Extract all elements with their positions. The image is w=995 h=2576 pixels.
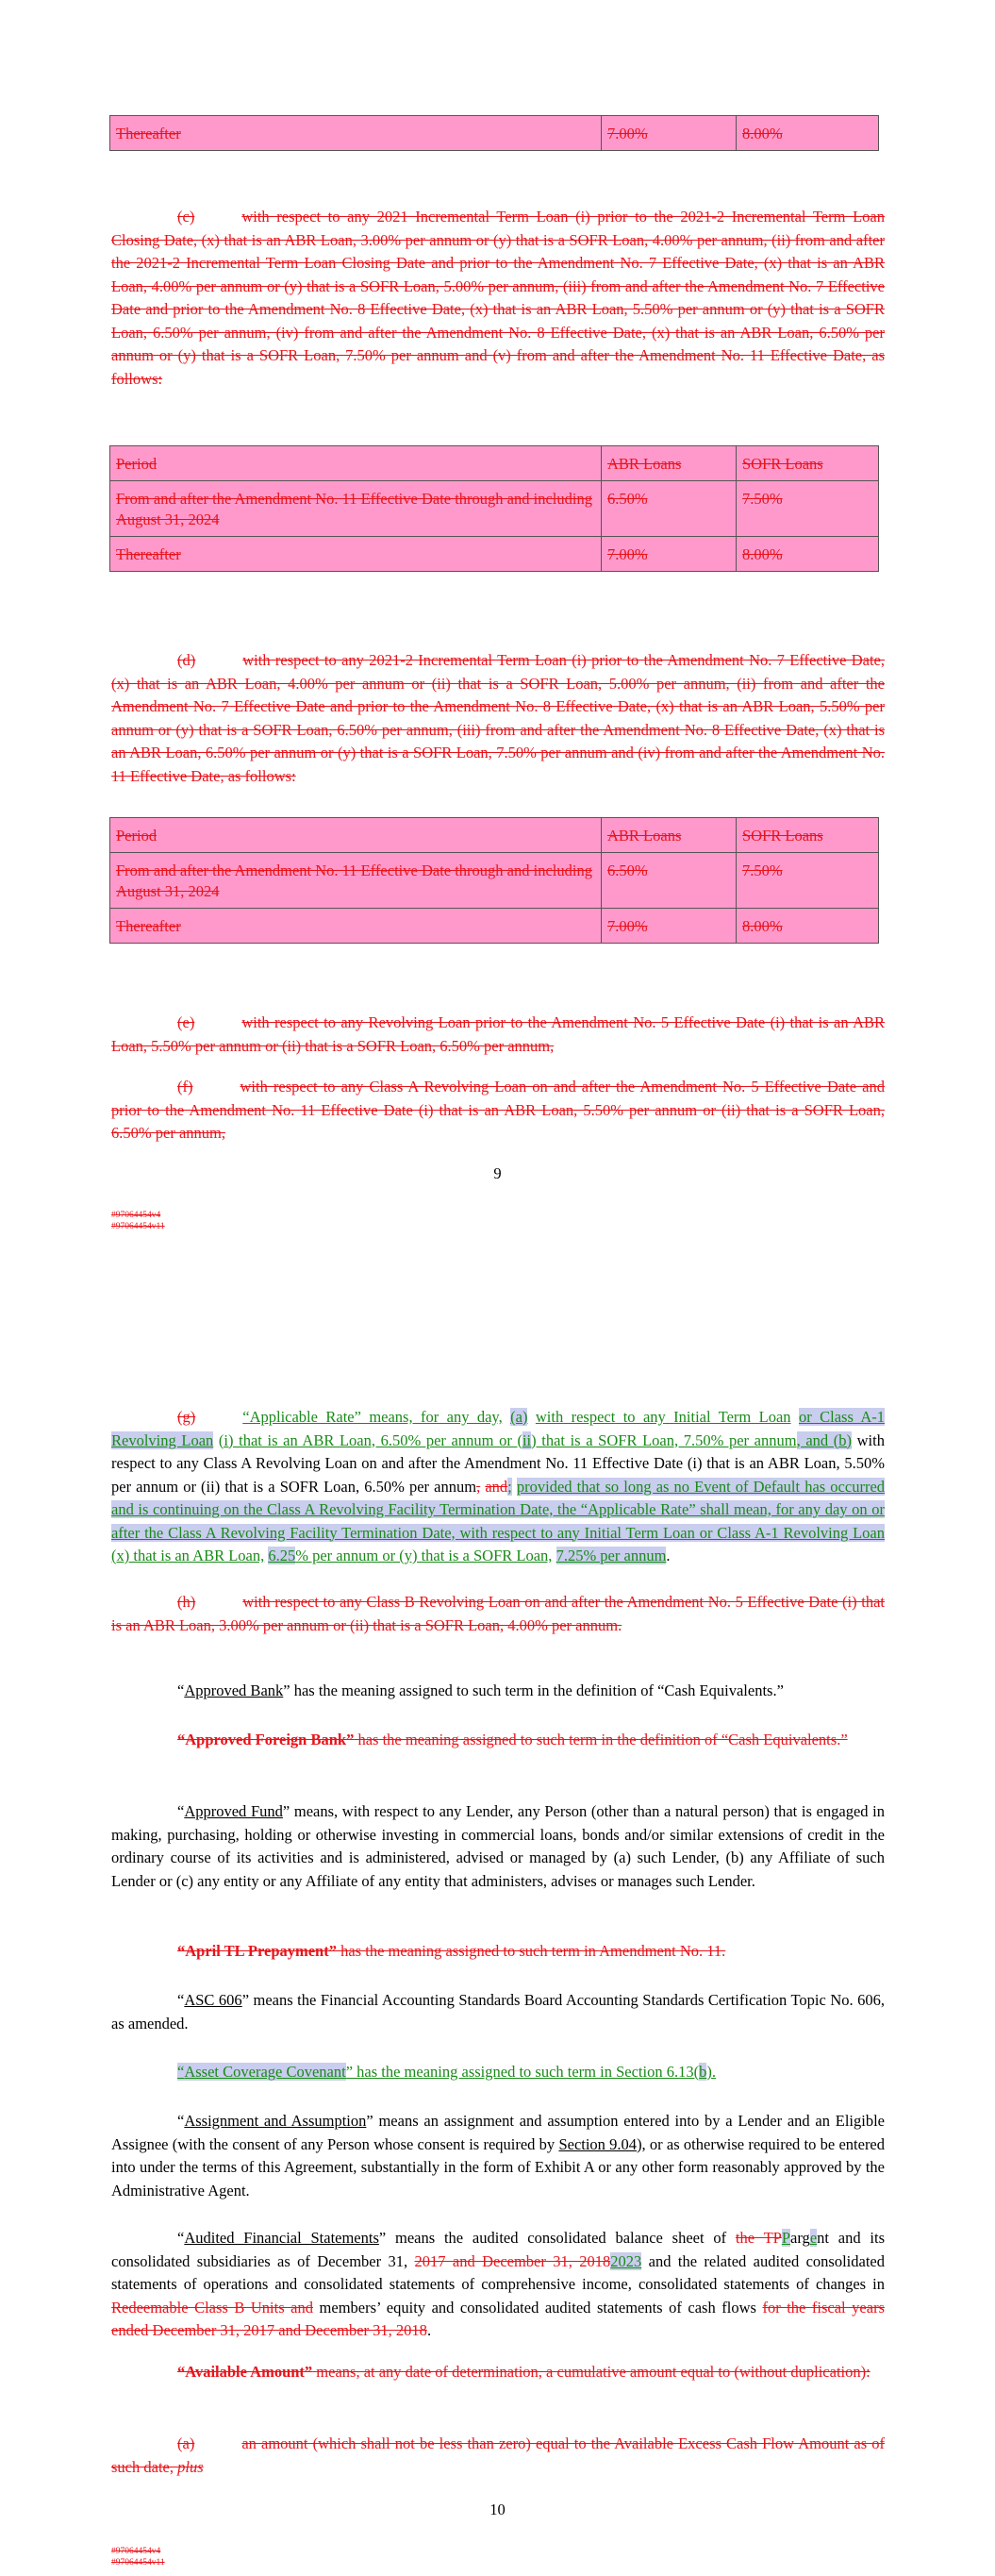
defined-term: “Approved Foreign Bank” (177, 1731, 355, 1748)
defined-term: “April TL Prepayment” (177, 1942, 337, 1960)
document-id: #97064454v11 (111, 2558, 165, 2568)
subsection: b (699, 2063, 707, 2081)
paragraph-text: an amount (which shall not be less than zero) equal to the Available Excess Cash Flow Amount as of such date, (111, 2434, 885, 2476)
deleted-text: 2017 and December 31, 2018 (414, 2251, 611, 2270)
table-cell-sofr: 7.50% (737, 481, 879, 537)
document-page-9 (0, 0, 995, 1246)
header-sofr: SOFR Loans (737, 818, 879, 853)
definition-end: ). (706, 2063, 716, 2081)
table-row (110, 481, 879, 537)
inserted-text: 2023 (610, 2251, 642, 2270)
paragraph-g (111, 1406, 885, 1568)
definition-approved-bank: “Approved Bank” has the meaning assigned to such term in the definition of “Cash Equivalents.” (177, 1681, 784, 1699)
g-text: , (476, 1477, 481, 1496)
paragraph-text: with respect to any Class A Revolving Loan on and after the Amendment No. 5 Effective Date and prior to the Amendment No. 11 Effective Date (i) that is an ABR Loan, 5.50% per annum or (ii) that is a SOFR Loan, 6.50% per annum, (111, 1078, 885, 1142)
g-text: ; (507, 1477, 512, 1496)
definition-text: and its consolidated subsidiaries as of December 31, (111, 2229, 886, 2270)
table-cell-sofr: 8.00% (737, 116, 879, 151)
definition-text: has the meaning assigned to such term in Amendment No. 11. (340, 1942, 726, 1960)
defined-term: Asset Coverage Covenant (184, 2063, 346, 2081)
g-text: 6.25 (268, 1547, 296, 1564)
inserted-text: e (809, 2229, 818, 2247)
header-abr: ABR Loans (602, 446, 737, 481)
paragraph-label: (g) (177, 1408, 196, 1426)
g-text: ) that is an ABR Loan, 6.50% per annum or ( (228, 1430, 522, 1449)
paragraph-e (111, 1012, 885, 1058)
definition-text: means, at any date of determination, a cumulative amount equal to (without duplication): (316, 2363, 871, 2381)
table-cell-abr: 7.00% (602, 909, 737, 944)
definition-available-amount (111, 2361, 885, 2384)
table-cell-sofr: 8.00% (737, 537, 879, 572)
table-row (110, 853, 879, 909)
table-cell-abr: 6.50% (602, 853, 737, 909)
defined-term: “Available Amount” (177, 2363, 313, 2381)
g-text: % per annum or (y) that is a SOFR Loan, (295, 1547, 553, 1564)
paragraph-label: (f) (177, 1078, 193, 1096)
g-text: ii (522, 1430, 532, 1449)
paragraph-text: with respect to any Revolving Loan prior to the Amendment No. 5 Effective Date (i) that is an ABR Loan, 5.50% per annum or (ii) that is a SOFR Loan, 6.50% per annum, (111, 1013, 885, 1055)
defined-term: Assignment and Assumption (184, 2112, 367, 2130)
paragraph-text: with respect to any Class B Revolving Loan on and after the Amendment No. 5 Effective Date (i) that is an ABR Loan, 3.00% per annum or (ii) that is a SOFR Loan, 4.00% per annum. (111, 1593, 885, 1634)
definition-text: nt (817, 2229, 829, 2247)
plus-word: plus (177, 2457, 204, 2476)
paragraph-h (111, 1591, 885, 1637)
table-header-row (110, 446, 879, 481)
definition-approved-fund: “Approved Fund” means, with respect to any Lender, any Person (other than a natural person) that is engaged in making, purchasing, holding or otherwise investing in commercial loans, bonds and/or similar extensions of credit in the ordinary course of its activities and is administered, advised or managed by (a) such Lender, (b) any Affiliate of such Lender or (c) any entity or any Affiliate of any entity that administers, advises or manages such Lender. (111, 1802, 885, 1890)
g-text: or Class A-1 Revolving Loan (111, 1408, 886, 1449)
proviso-text: provided that so long as no Event of Default has occurred and is continuing on the Class A Revolving Facility Termination Date, the “Applicable Rate” shall mean, for any day on or after the Class A Revolving Facility Termination Date, with respect to any Initial Term Loan or Class A-1 Revolving Loan (111, 1477, 886, 1542)
document-id: #97064454v4 (111, 1211, 161, 1220)
definition-april-tl-prepayment (111, 1940, 885, 1964)
table-cell-abr: 7.00% (602, 537, 737, 572)
definition-text: and the related audited consolidated statements of operations and consolidated statements of comprehensive income, consolidated statements of changes in (111, 2251, 886, 2293)
definition-asset-coverage-covenant (111, 2061, 885, 2084)
paragraph-a (111, 2433, 885, 2479)
section-reference: Section 9.04 (558, 2134, 638, 2153)
document-id: #97064454v4 (111, 2547, 161, 2556)
page-number: 9 (493, 1164, 502, 1182)
defined-term: Approved Bank (184, 1681, 284, 1699)
table-header-row (110, 818, 879, 853)
table-row (110, 116, 879, 151)
g-text: 7.25% per annum (556, 1547, 667, 1564)
paragraph-d (111, 649, 885, 788)
open-quote: “ (177, 2063, 185, 2081)
table-cell-period: Thereafter (110, 116, 602, 151)
applicable-rate-intro: “Applicable Rate” means, for any day, (242, 1408, 503, 1426)
definition-text: ” means an assignment and assumption entered into by a Lender and an Eligible Assignee (with the consent of any Person whose consent is required by (111, 2112, 885, 2153)
header-period: Period (110, 818, 602, 853)
table-cell-period: Thereafter (110, 909, 602, 944)
definition-text: . (426, 2321, 432, 2339)
table-cell-period: From and after the Amendment No. 11 Effective Date through and including August 31, 2024 (110, 481, 602, 537)
table-row (110, 537, 879, 572)
definition-audited-financial-statements: “Audited Financial Statements” means the audited consolidated balance sheet of the TPPargent and its consolidated subsidiaries as of December 31, 2017 and December 31, 20182023 and the related audited consolidated statements of operations and consolidated statements of comprehensive income, consolidated statements of changes in Redeemable Class B Units and members’ equity and consolidated audited statements of cash flows for the fiscal years ended December 31, 2017 and December 31, 2018. (111, 2229, 886, 2339)
document-id: #97064454v11 (111, 1222, 165, 1231)
definition-text: has the meaning assigned to such term in the definition of “Cash Equivalents.” (357, 1731, 848, 1748)
paragraph-label: (a) (177, 2434, 195, 2452)
rate-table-top (109, 115, 879, 151)
g-text: ) that is a SOFR Loan, 7.50% per annum (531, 1430, 797, 1449)
header-abr: ABR Loans (602, 818, 737, 853)
paragraph-text: with respect to any 2021 Incremental Term Loan (i) prior to the 2021-2 Incremental Term Loan Closing Date, (x) that is an ABR Loan, 3.00% per annum or (y) that is a SOFR Loan, 4.00% per annum, (ii) from and after the 2021-2 Incremental Term Loan Closing Date and prior to the Amendment No. 7 Effective Date, (x) that is an ABR Loan, 4.00% per annum or (y) that is a SOFR Loan, 5.00% per annum, (iii) from and after the Amendment No. 7 Effective Date and prior to the Amendment No. 8 Effective Date, (x) that is an ABR Loan, 5.50% per annum or (y) that is a SOFR Loan, 6.50% per annum, (iv) from and after the Amendment No. 8 Effective Date, (x) that is an ABR Loan, 6.50% per annum or (y) that is a SOFR Loan, 7.50% per annum and (v) from and after the Amendment No. 11 Effective Date, as follows: (111, 208, 885, 388)
paragraph-text: with respect to any 2021-2 Incremental Term Loan (i) prior to the Amendment No. 7 Effective Date, (x) that is an ABR Loan, 4.00% per annum or (ii) that is a SOFR Loan, 5.00% per annum, (ii) from and after the Amendment No. 7 Effective Date and prior to the Amendment No. 8 Effective Date, (x) that is an ABR Loan, 5.50% per annum or (y) that is a SOFR Loan, 6.50% per annum, (iii) from and after the Amendment No. 8 Effective Date, (x) that is an ABR Loan, 6.50% per annum or (y) that is a SOFR Loan, 7.50% per annum and (iv) from and after the Amendment No. 11 Effective Date, as follows: (111, 651, 885, 785)
inserted-text: P (781, 2229, 791, 2247)
defined-term: Audited Financial Statements (184, 2229, 379, 2247)
g-text: (i (218, 1430, 228, 1449)
table-cell-sofr: 8.00% (737, 909, 879, 944)
g-text: with respect to any Class A Revolving Loan on and after the Amendment No. 11 Effective Date (i) that is an ABR Loan, 5.50% per annum or (ii) that is a SOFR Loan, 6.50% per annum (111, 1430, 885, 1496)
definition-text: ), or as otherwise required to be entered into under the terms of this Agreement, substantially in the form of Exhibit A or any other form reasonably approved by the Administrative Agent. (111, 2134, 886, 2200)
definition-assignment-and-assumption: “Assignment and Assumption” means an assignment and assumption entered into by a Lender and an Eligible Assignee (with the consent of any Person whose consent is required by Section 9.04), or as otherwise required to be entered into under the terms of this Agreement, substantially in the form of Exhibit A or any other form reasonably approved by the Administrative Agent. (111, 2112, 886, 2200)
paragraph-label: (e) (177, 1013, 195, 1031)
defined-term: Approved Fund (184, 1802, 283, 1820)
g-text: and (485, 1477, 508, 1496)
table-row (110, 909, 879, 944)
g-text: with respect to any Initial Term Loan (535, 1408, 791, 1426)
header-sofr: SOFR Loans (737, 446, 879, 481)
definition-approved-foreign-bank (111, 1729, 885, 1752)
rate-table-c (109, 445, 879, 572)
table-cell-period: From and after the Amendment No. 11 Effective Date through and including August 31, 2024 (110, 853, 602, 909)
deleted-text: Redeemable Class B Units and (111, 2298, 313, 2317)
paragraph-label: (c) (177, 208, 195, 226)
definition-text: ” has the meaning assigned to such term in the definition of “Cash Equivalents.” (283, 1681, 784, 1699)
paragraph-label: (h) (177, 1593, 196, 1611)
clause-b: , and (b) (796, 1430, 853, 1449)
page-number: 10 (489, 2501, 506, 2518)
table-cell-sofr: 7.50% (737, 853, 879, 909)
document-page-10 (0, 1246, 995, 2576)
table-cell-abr: 7.00% (602, 116, 737, 151)
clause-a: (a) (510, 1408, 528, 1426)
table-cell-abr: 6.50% (602, 481, 737, 537)
defined-term: ASC 606 (184, 1991, 242, 2009)
paragraph-f (111, 1076, 885, 1146)
paragraph-label: (d) (177, 651, 196, 669)
definition-text: ” means the audited consolidated balance sheet of (378, 2229, 727, 2247)
g-text: . (666, 1547, 671, 1564)
deleted-text: for the fiscal years ended December 31, 2017 and December 31, 2018 (111, 2298, 885, 2339)
definition-text: ” means the Financial Accounting Standards Board Accounting Standards Certification Topic No. 606, as amended. (111, 1991, 885, 2032)
g-text: (x) that is an ABR Loan, (111, 1547, 265, 1564)
definition-text: ” has the meaning assigned to such term in Section 6.13( (345, 2063, 700, 2081)
deleted-text: the TP (735, 2229, 782, 2247)
definition-text: ” means, with respect to any Lender, any Person (other than a natural person) that is engaged in making, purchasing, holding or otherwise investing in commercial loans, bonds and/or similar extensions of credit in the ordinary course of its activities and is administered, advised or managed by (a) such Lender, (b) any Affiliate of such Lender or (c) any entity or any Affiliate of any entity that administers, advises or manages such Lender. (111, 1802, 885, 1890)
table-cell-period: Thereafter (110, 537, 602, 572)
header-period: Period (110, 446, 602, 481)
rate-table-d (109, 817, 879, 944)
definition-asc-606: “ASC 606” means the Financial Accounting Standards Board Accounting Standards Certification Topic No. 606, as amended. (111, 1991, 885, 2032)
paragraph-c (111, 206, 885, 391)
definition-text: arg (790, 2229, 810, 2247)
definition-text: members’ equity and consolidated audited statements of cash flows (319, 2298, 756, 2317)
